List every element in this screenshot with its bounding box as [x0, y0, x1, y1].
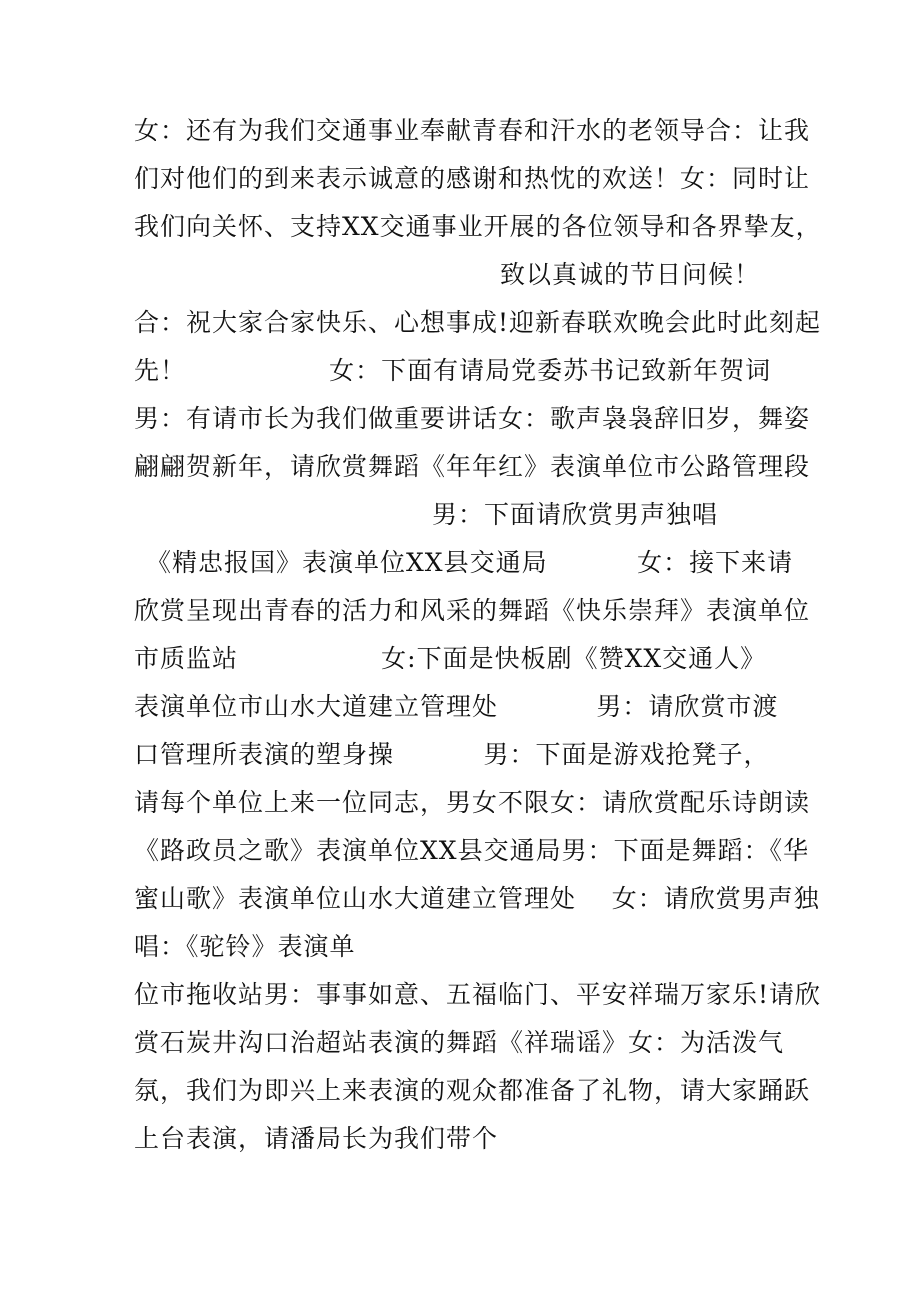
- text-line: 欣赏呈现出青春的活力和风采的舞蹈《快乐崇拜》表演单位: [134, 596, 811, 625]
- text-line: 蜜山歌》表演单位山水大道建立管理处 女：请欣赏男声独: [134, 884, 820, 913]
- text-line: 致以真诚的节日问候！: [500, 260, 761, 289]
- text-line: 位市拖收站男：事事如意、五福临门、平安祥瑞万家乐!请欣: [134, 980, 822, 1009]
- text-line: 《路政员之歌》表演单位XX县交通局男：下面是舞蹈：《华: [134, 836, 810, 865]
- text-line: 女：还有为我们交通事业奉献青春和汗水的老领导合：让我: [134, 116, 811, 145]
- text-line: 我们向关怀、支持XX交通事业开展的各位领导和各界挚友，: [134, 212, 822, 241]
- text-line: 请每个单位上来一位同志，男女不限女：请欣赏配乐诗朗读: [134, 788, 811, 817]
- text-line: 翩翩贺新年，请欣赏舞蹈《年年红》表演单位市公路管理段: [134, 452, 811, 481]
- text-line: 赏石炭井沟口治超站表演的舞蹈《祥瑞谣》女：为活泼气: [134, 1028, 785, 1057]
- text-line: 唱：《驼铃》表演单: [134, 932, 356, 961]
- text-line: 市质监站 女:下面是快板剧《赞XX交通人》: [134, 644, 767, 673]
- text-line: 表演单位市山水大道建立管理处 男：请欣赏市渡: [134, 692, 779, 721]
- text-line: 合：祝大家合家快乐、心想事成!迎新春联欢晚会此时此刻起: [134, 308, 822, 337]
- text-line: 男：下面请欣赏男声独唱: [432, 500, 719, 529]
- text-line: 氛，我们为即兴上来表演的观众都准备了礼物，请大家踊跃: [134, 1076, 811, 1105]
- text-line: 上台表演，请潘局长为我们带个: [134, 1124, 499, 1153]
- text-line: 们对他们的到来表示诚意的感谢和热忱的欢送！女：同时让: [134, 164, 811, 193]
- text-line: 先！ 女：下面有请局党委苏书记致新年贺词: [134, 356, 772, 385]
- text-line: 男：有请市长为我们做重要讲话女：歌声袅袅辞旧岁，舞姿: [134, 404, 811, 433]
- text-line: 口管理所表演的塑身操 男：下面是游戏抢凳子，: [134, 740, 770, 769]
- text-line: 《精忠报国》表演单位XX县交通局 女：接下来请: [146, 548, 794, 577]
